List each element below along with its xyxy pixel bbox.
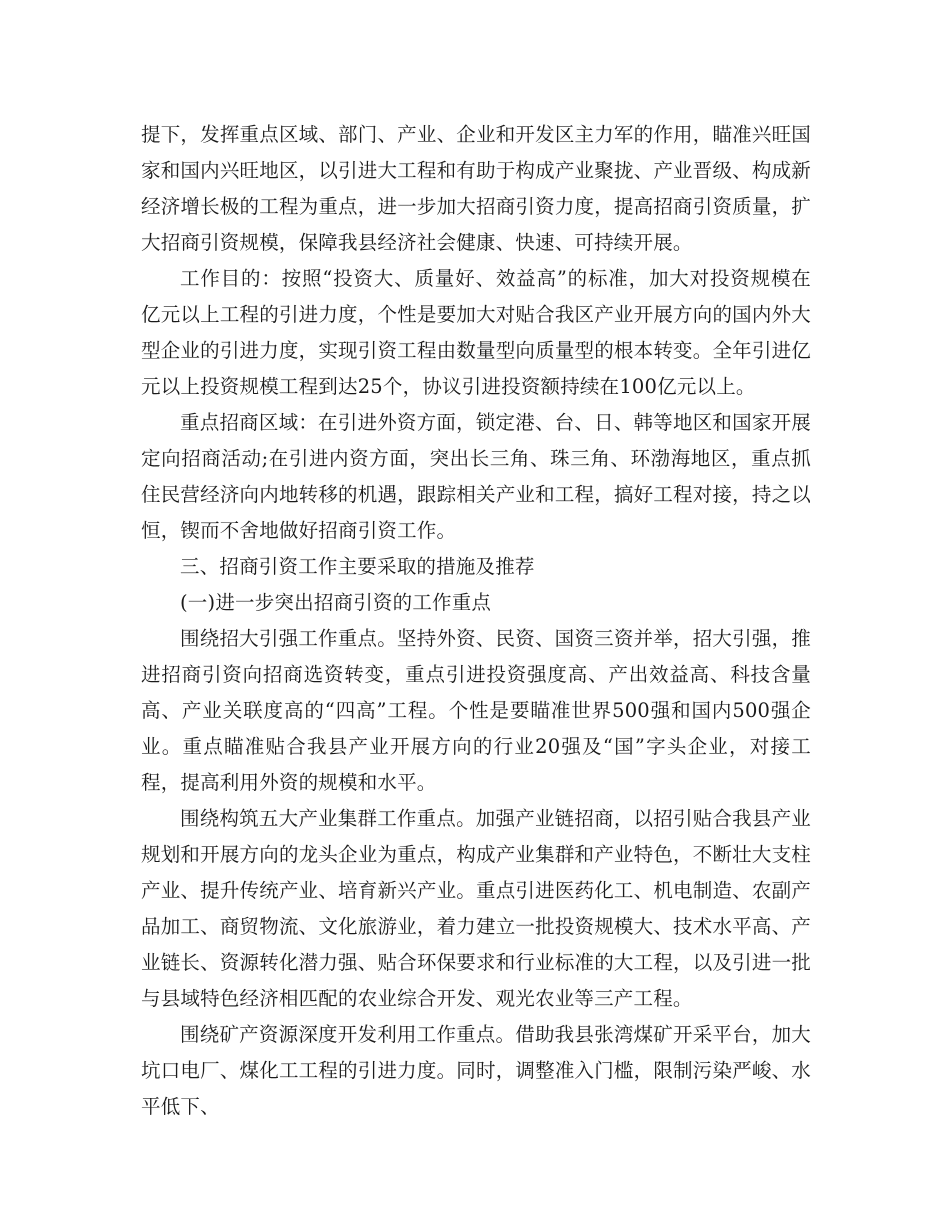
section-heading-measures: 三、招商引资工作主要采取的措施及推荐 [180,555,535,578]
paragraph-work-goal: 工作目的：按照“投资大、质量好、效益高”的标准，加大对投资规模在亿元以上工程的引进力度，个性是要加大对贴合我区产业开展方向的国内外大型企业的引进力度，实现引资工程由数量型向质量型的根本转变。全年引进亿元以上投资规模工程到达25个，协议引进投资额持续在100亿元以上。 [141,267,811,398]
subsection-heading-focus: (一)进一步突出招商引资的工作重点 [180,591,492,614]
paragraph-industry-clusters: 围绕构筑五大产业集群工作重点。加强产业链招商，以招引贴合我县产业规划和开展方向的龙头企业为重点，构成产业集群和产业特色，不断壮大支柱产业、提升传统产业、培育新兴产业。重点引进医药化工、机电制造、农副产品加工、商贸物流、文化旅游业，着力建立一批投资规模大、技术水平高、产业链长、资源转化潜力强、贴合环保要求和行业标准的大工程，以及引进一批与县域特色经济相匹配的农业综合开发、观光农业等三产工程。 [141,807,811,1010]
paragraph-mineral-resources: 围绕矿产资源深度开发利用工作重点。借助我县张湾煤矿开采平台，加大坑口电厂、煤化工工程的引进力度。同时，调整准入门槛，限制污染严峻、水平低下、 [141,1023,811,1118]
document-body [141,117,811,1125]
paragraph-continuation: 提下，发挥重点区域、部门、产业、企业和开发区主力军的作用，瞄准兴旺国家和国内兴旺地区，以引进大工程和有助于构成产业聚拢、产业晋级、构成新经济增长极的工程为重点，进一步加大招商引资力度，提高招商引资质量，扩大招商引资规模，保障我县经济社会健康、快速、可持续开展。 [141,123,811,254]
paragraph-big-investment: 围绕招大引强工作重点。坚持外资、民资、国资三资并举，招大引强，推进招商引资向招商选资转变，重点引进投资强度高、产出效益高、科技含量高、产业关联度高的“四高”工程。个性是要瞄准世界500强和国内500强企业。重点瞄准贴合我县产业开展方向的行业20强及“国”字头企业，对接工程，提高利用外资的规模和水平。 [141,627,811,794]
paragraph-key-regions: 重点招商区域：在引进外资方面，锁定港、台、日、韩等地区和国家开展定向招商活动;在引进内资方面，突出长三角、珠三角、环渤海地区，重点抓住民营经济向内地转移的机遇，跟踪相关产业和工程，搞好工程对接，持之以恒，锲而不舍地做好招商引资工作。 [141,411,811,542]
